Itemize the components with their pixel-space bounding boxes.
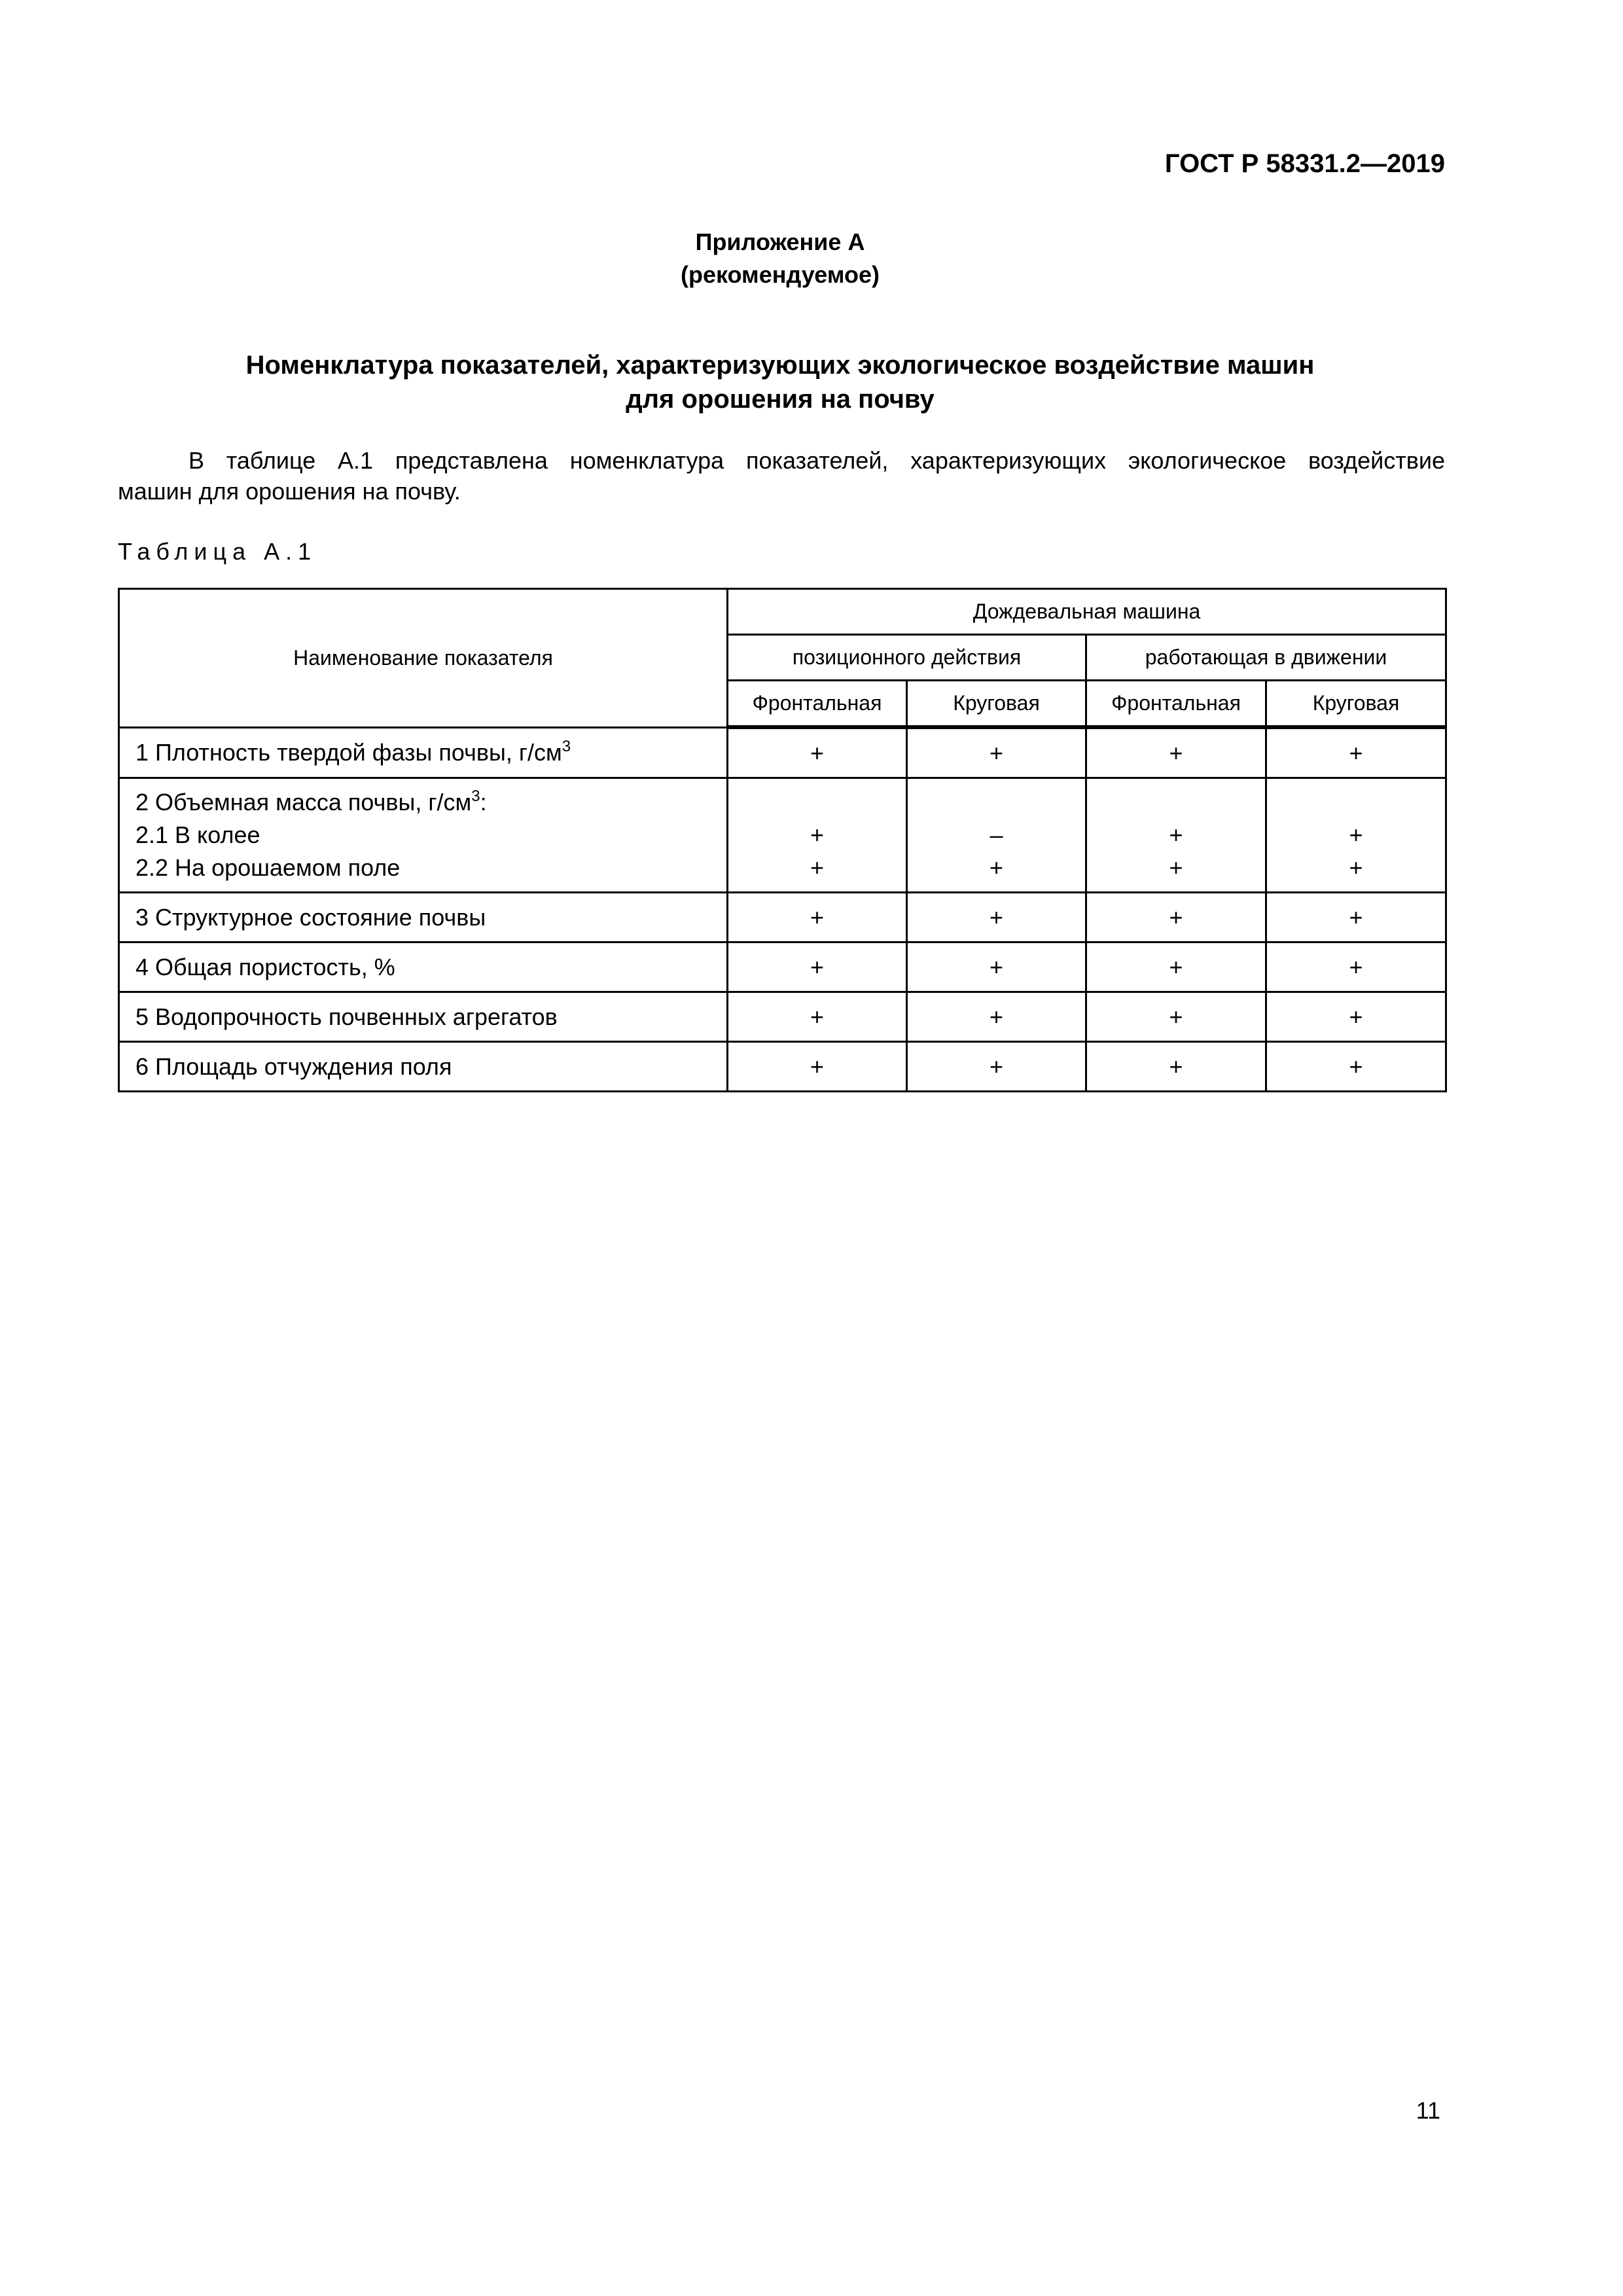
row-mark: + (728, 893, 907, 942)
section-title (0, 348, 1560, 416)
row-mark: + (907, 942, 1086, 992)
row-mark: + (810, 821, 825, 848)
table-header-row-1 (119, 589, 1446, 635)
table-row (119, 992, 1446, 1042)
row-indicator-name (119, 778, 728, 893)
header-circular-positional: Круговая (907, 681, 1086, 728)
row-mark-stack (1087, 786, 1265, 884)
row-mark-stack (908, 786, 1085, 884)
row-indicator-name (119, 727, 728, 778)
section-title-line-1: Номенклатура показателей, характеризующих экологическое воздействие машин (245, 351, 1315, 380)
document-number: ГОСТ Р 58331.2—2019 (1164, 149, 1445, 178)
row-indicator-name: 5 Водопрочность почвенных агрегатов (119, 992, 728, 1042)
page-number: 11 (1416, 2097, 1440, 2124)
header-moving: работающая в движении (1086, 635, 1446, 681)
row-mark: + (1266, 992, 1446, 1042)
row-mark: + (810, 854, 825, 881)
row-mark: + (907, 992, 1086, 1042)
row-indicator-name: 4 Общая пористость, % (119, 942, 728, 992)
appendix-heading (0, 226, 1560, 291)
row-mark: + (907, 1042, 1086, 1092)
row-name-line (135, 786, 726, 819)
indicators-table (118, 588, 1447, 1092)
header-sprinkler-machine: Дождевальная машина (728, 589, 1446, 635)
header-frontal-moving: Фронтальная (1086, 681, 1266, 728)
row-mark-cell (1086, 778, 1266, 893)
row-mark: + (1266, 942, 1446, 992)
row-mark-stack (728, 786, 906, 884)
header-indicator-name: Наименование показателя (119, 589, 728, 728)
row-indicator-name: 6 Площадь отчуждения поля (119, 1042, 728, 1092)
row-mark: – (990, 821, 1003, 848)
row-mark: + (1086, 992, 1266, 1042)
row-mark: + (1086, 727, 1266, 778)
table-row (119, 893, 1446, 942)
row-sub-item-2: 2.2 На орошаемом поле (135, 854, 401, 881)
table-label: Таблица А.1 (118, 538, 317, 565)
row-mark: + (728, 1042, 907, 1092)
appendix-label: Приложение А (695, 228, 865, 255)
row-mark: + (1086, 1042, 1266, 1092)
row-mark: + (728, 727, 907, 778)
header-positional: позиционного действия (728, 635, 1086, 681)
row-sub-item-1: 2.1 В колее (135, 821, 260, 848)
row-mark: + (1086, 893, 1266, 942)
indicators-table-wrapper (118, 588, 1445, 1092)
row-mark-cell (728, 778, 907, 893)
row-mark: + (907, 727, 1086, 778)
row-indicator-name: 3 Структурное состояние почвы (119, 893, 728, 942)
row-mark: + (907, 893, 1086, 942)
row-mark: + (1169, 854, 1183, 881)
row-mark: + (1266, 727, 1446, 778)
intro-line-2: машин для орошения на почву. (118, 478, 461, 505)
intro-line-1: В таблице А.1 представлена номенклатура показателей, характеризующих экологическое воздействие (188, 447, 1445, 474)
row-mark: + (1266, 1042, 1446, 1092)
row-name-text: 1 Плотность твердой фазы почвы, г/см (135, 738, 562, 766)
table-row (119, 942, 1446, 992)
row-mark: + (1349, 854, 1363, 881)
superscript: 3 (471, 787, 480, 805)
row-mark: + (1169, 821, 1183, 848)
row-mark-cell (907, 778, 1086, 893)
table-row (119, 1042, 1446, 1092)
section-title-line-2: для орошения на почву (626, 385, 935, 414)
row-mark: + (1086, 942, 1266, 992)
header-frontal-positional: Фронтальная (728, 681, 907, 728)
intro-paragraph (118, 445, 1445, 507)
row-mark: + (728, 942, 907, 992)
row-mark: + (989, 854, 1004, 881)
row-name-text: 2 Объемная масса почвы, г/см (135, 789, 472, 816)
row-mark: + (1266, 893, 1446, 942)
appendix-status: (рекомендуемое) (681, 261, 880, 288)
row-name-suffix: : (480, 789, 487, 816)
header-circular-moving: Круговая (1266, 681, 1446, 728)
table-row (119, 778, 1446, 893)
superscript: 3 (562, 737, 571, 755)
row-mark: + (1349, 821, 1363, 848)
row-mark-stack (1267, 786, 1445, 884)
table-row (119, 727, 1446, 778)
row-mark: + (728, 992, 907, 1042)
row-mark-cell (1266, 778, 1446, 893)
